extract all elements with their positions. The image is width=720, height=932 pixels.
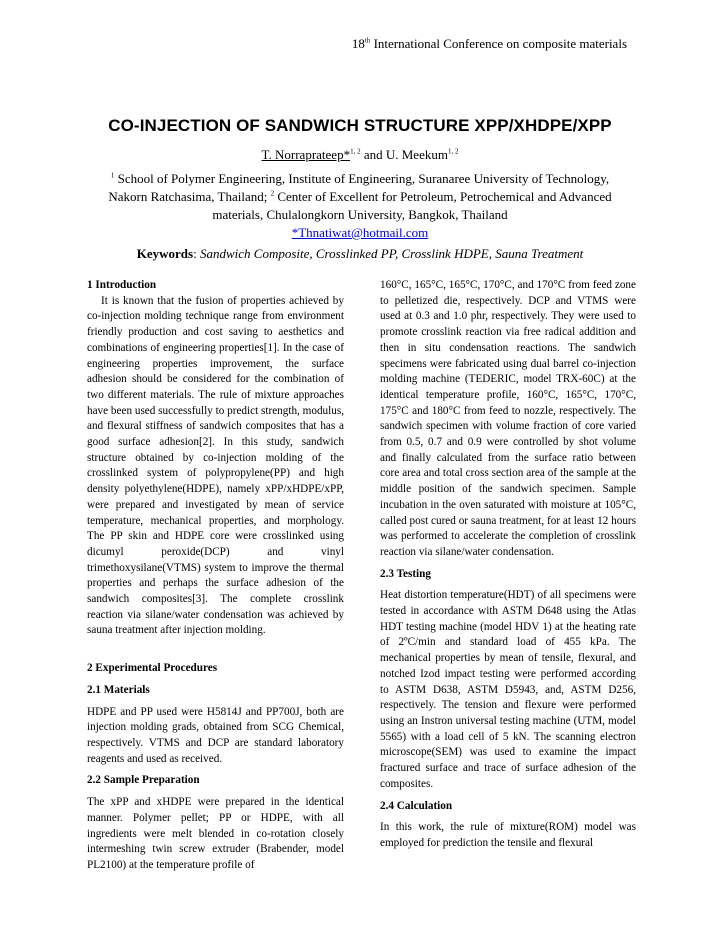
affil-text-2: Center of Excellent for Petroleum, Petrochemical and Advanced materials, Chulalongkorn University, Bangkok, Thailand (212, 189, 612, 222)
calculation-heading: 2.4 Calculation (380, 799, 453, 812)
email-link[interactable]: *Thnatiwat@hotmail.com (291, 225, 429, 240)
testing-heading: 2.3 Testing (380, 567, 431, 580)
keywords-line (0, 246, 720, 262)
paper-title: CO-INJECTION OF SANDWICH STRUCTURE XPP/XHDPE/XPP (108, 116, 612, 135)
author-first-affil: 1, 2 (350, 147, 361, 156)
materials-heading: 2.1 Materials (87, 683, 150, 696)
experimental-heading: 2 Experimental Procedures (87, 662, 218, 675)
header-text: International Conference on composite materials (370, 36, 627, 51)
intro-heading: 1 Introduction (87, 279, 157, 291)
affiliation-block (96, 170, 624, 242)
keywords-text: Sandwich Composite, Crosslinked PP, Crosslink HDPE, Sauna Treatment (199, 246, 584, 261)
header-ordinal-suffix: th (364, 36, 371, 45)
author-line (0, 147, 720, 163)
header-ordinal: 18 (351, 36, 365, 51)
keywords-colon: : (193, 246, 200, 261)
affil-text-1: School of Polymer Engineering, Institute of Engineering, Suranaree University of Technology, Nakorn Ratchasima, Thailand; (108, 171, 610, 204)
affil-marker-2: 2 (270, 189, 275, 198)
author-first: T. Norraprateep* (261, 147, 351, 162)
sample-prep-paragraph: The xPP and xHDPE were prepared in the identical manner. Polymer pellet; PP or HDPE, with all ingredients were melt blended in co-rotation closely intermeshing twin screw extruder (Brabender, model PL2100) at the temperature profile of (87, 796, 344, 871)
testing-paragraph: Heat distortion temperature(HDT) of all specimens were tested in accordance with ASTM D648 using the Atlas HDT testing machine (model HDV 1) at the heating rate of 2ºC/min and standard load of 455 kPa. The mechanical properties by mean of tensile, flexural, and notched Izod impact testing were performed according to ASTM D638, ASTM D5943, and, ASTM D256, respectively. The tension and flexure were performed using an Instron universal testing machine (UTM, model 5565) with a load cell of 5 kN. The scanning electron microscope(SEM) was used to examine the impact fractured surface and trace of surface adhesion of the composites. (380, 589, 636, 790)
sample-prep-heading: 2.2 Sample Preparation (87, 774, 200, 787)
sample-prep-continued: 160°C, 165°C, 165°C, 170°C, and 170°C from feed zone to pelletized die, respectively. DCP and VTMS were used at 0.3 and 1.0 phr, respectively. They were used to promote crosslink reaction via free radical addition and then in situ condensation reactions. The sandwich specimens were fabricated using dual barrel co-injection molding machine (TEDERIC, model TRX-60C) at the identical temperature profile, 160°C, 165°C, 170°C, 175°C and 180°C from feed to nozzle, respectively. The sandwich specimen with volume fraction of core varied from 0.5, 0.7 and 0.9 were controlled by shot volume and finally calculated from the surface ratio between core area and total cross section area of the sample at the middle position of the sandwich specimen. Sample incubation in the oven saturated with moisture at 105°C, called post cured or sauna treatment, for at least 12 hours was performed to accelerate the completion of crosslink reaction via silane/water condensation. (380, 279, 636, 558)
calculation-paragraph: In this work, the rule of mixture(ROM) model was employed for prediction the tensile and flexural (380, 821, 636, 849)
left-column (87, 278, 344, 874)
materials-paragraph: HDPE and PP used were H5814J and PP700J, both are injection molding grads, obtained from SCG Chemical, respectively. VTMS and DCP are standard laboratory reagents and used as received. (87, 705, 344, 765)
author-second-affil: 1, 2 (447, 147, 459, 156)
affil-marker-1: 1 (110, 171, 115, 180)
intro-paragraph: It is known that the fusion of properties achieved by co-injection molding technique range from environment friendly production and cost saving to aesthetics and combinations of engineering properties[1]. In the case of engineering properties improvement, the surface adhesion should be considered for the combination of two different materials. The rule of mixture approaches have been used successfully to predict strength, modulus, and flexural stiffness of sandwich composites that has a good surface adhesion[2]. In this study, sandwich structure obtained by co-injection molding of the crosslinked system of polypropylene(PP) and high density polyethylene(HDPE), namely xPP/xHDPE/xPP, were prepared and investigated by mean of service temperature, mechanical properties, and morphology. The PP skin and HDPE core were crosslinked using dicumyl peroxide(DCP) and vinyl trimethoxysilane(VTMS) system to improve the thermal properties and perhaps the surface adhesion of the sandwich composites[3]. The complete crosslink reaction via silane/water condensation was achieved by sauna treatment after injection molding. (87, 294, 344, 637)
right-column (380, 278, 636, 852)
author-second: and U. Meekum (360, 147, 448, 162)
keywords-label: Keywords (136, 246, 194, 261)
running-header (0, 36, 627, 52)
